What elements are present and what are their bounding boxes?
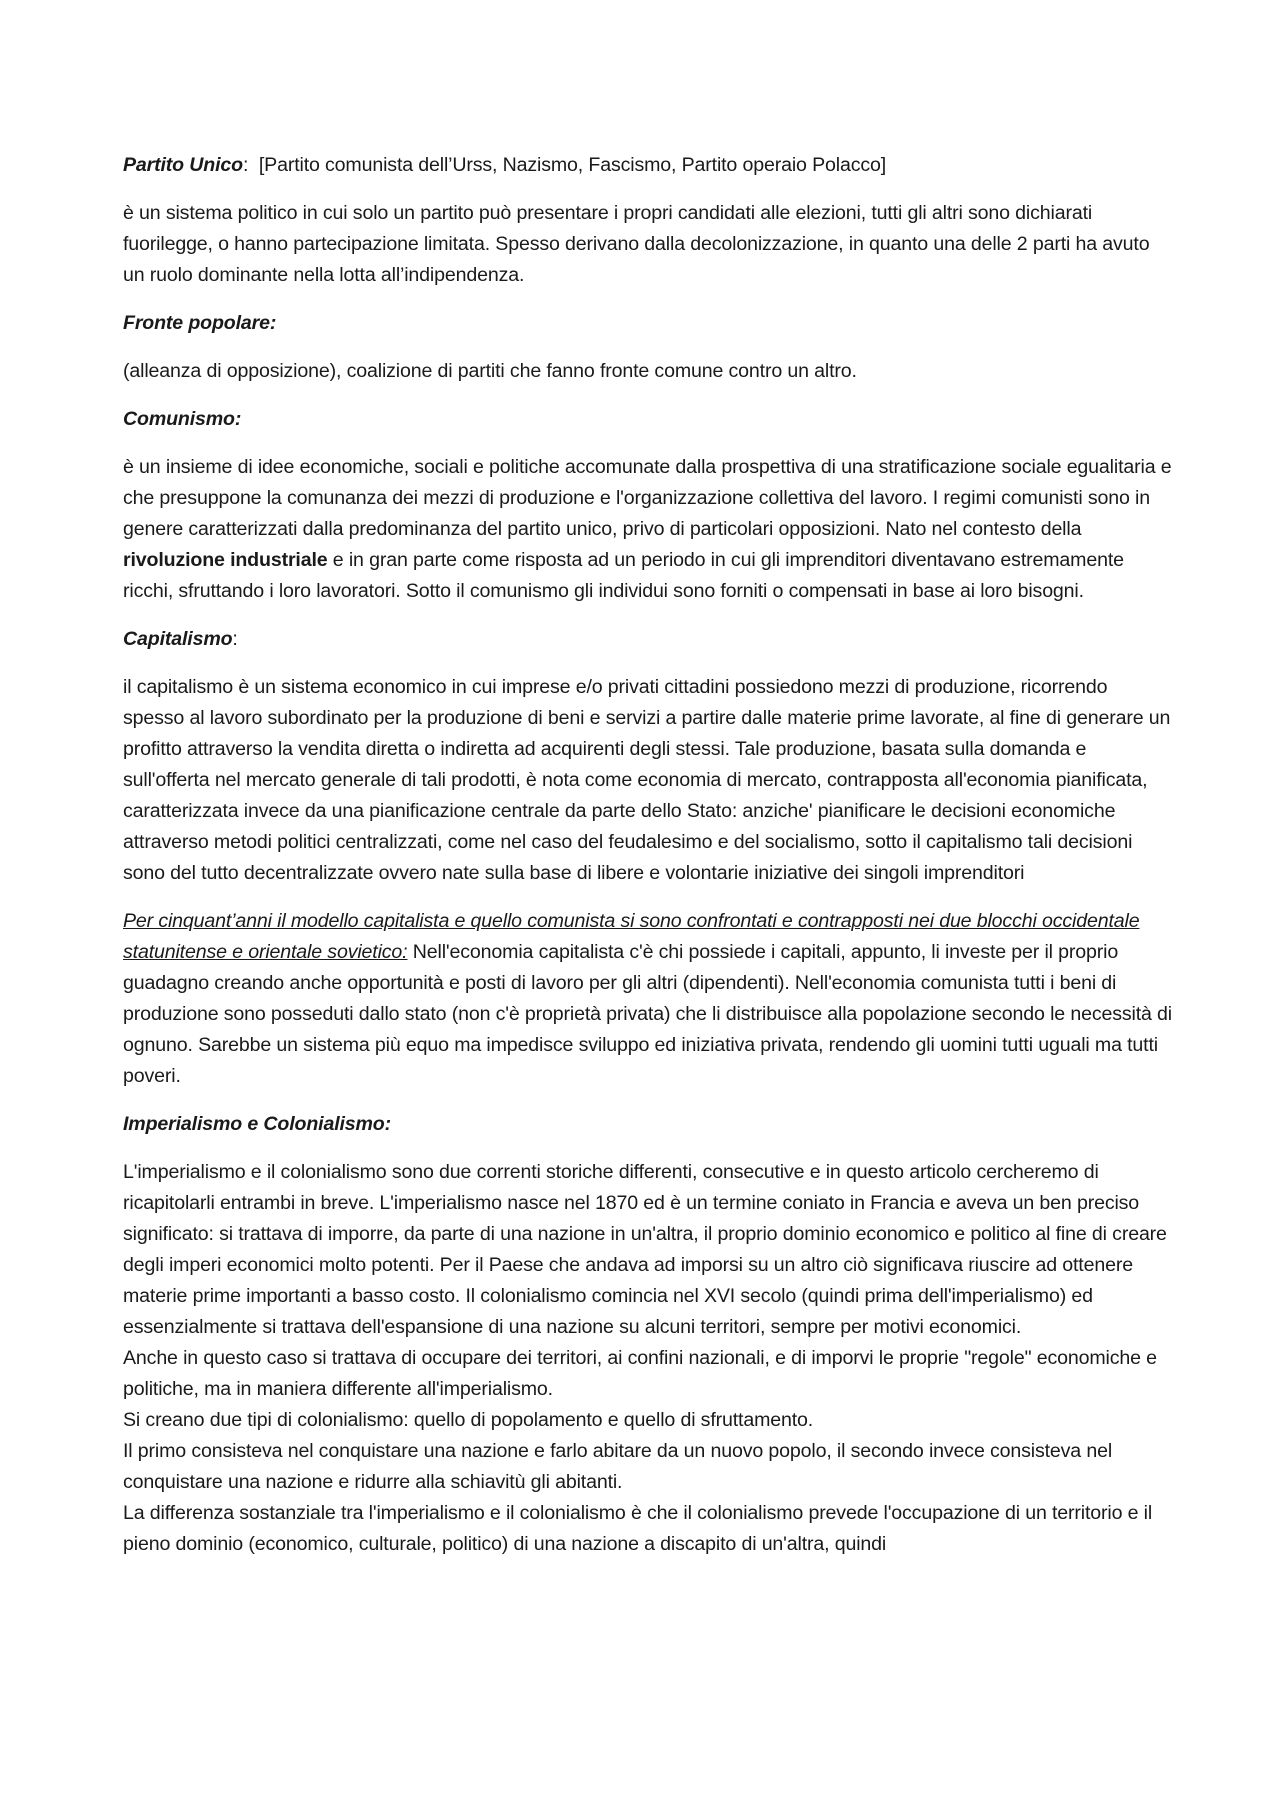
fronte-popolare-definition: (alleanza di opposizione), coalizione di partiti che fanno fronte comune contro un altro. [123, 360, 857, 382]
partito-unico-definition: è un sistema politico in cui solo un partito può presentare i propri candidati alle elezioni, tutti gli altri sono dichiarati fuorilegge, o hanno partecipazione limitata. Spesso derivano dalla decolonizzazione, in quanto una delle 2 parti ha avuto un ruolo dominante nella lotta all’indipendenza. [123, 202, 1150, 286]
capitalismo-definition: il capitalismo è un sistema economico in cui imprese e/o privati cittadini possiedono mezzi di produzione, ricorrendo spesso al lavoro subordinato per la produzione di beni e servizi a partire dalle materie prime lavorate, al fine di generare un profitto attraverso la vendita diretta o indiretta ad acquirenti degli stessi. Tale produzione, basata sulla domanda e sull'offerta nel mercato generale di tali prodotti, è nota come economia di mercato, contrapposta all'economia pianificata, caratterizzata invece da una pianificazione centrale da parte dello Stato: anziche' pianificare le decisioni economiche attraverso metodi politici centralizzati, come nel caso del feudalesimo e del socialismo, sotto il capitalismo tali decisioni sono del tutto decentralizzate ovvero nate sulla base di libere e volontarie iniziative dei singoli imprenditori [123, 676, 1171, 884]
capitalismo-heading-line [123, 624, 1173, 655]
imperialismo-paragraph-1: L'imperialismo e il colonialismo sono due correnti storiche differenti, consecutive e in questo articolo cercheremo di ricapitolarli entrambi in breve. L'imperialismo nasce nel 1870 ed è un termine coniato in Francia e aveva un ben preciso significato: si trattava di imporre, da parte di una nazione in un'altra, il proprio dominio economico e politico al fine di creare degli imperi economici molto potenti. Per il Paese che andava ad imporsi su un altro ciò significava riuscire ad ottenere materie prime importanti a basso costo. Il colonialismo comincia nel XVI secolo (quindi prima dell'imperialismo) ed essenzialmente si trattava dell'espansione di una nazione su alcuni territori, sempre per motivi economici. [123, 1161, 1167, 1338]
imperialismo-paragraph-3: Si creano due tipi di colonialismo: quello di popolamento e quello di sfruttamento. [123, 1409, 814, 1431]
comunismo-definition-bold: rivoluzione industriale [123, 549, 328, 571]
comunismo-definition-part1: è un insieme di idee economiche, sociali e politiche accomunate dalla prospettiva di una stratificazione sociale egualitaria e che presuppone la comunanza dei mezzi di produzione e l'organizzazione collettiva del lavoro. I regimi comunisti sono in genere caratterizzati dalla predominanza del partito unico, privo di particolari opposizioni. Nato nel contesto della [123, 456, 1172, 540]
confronto-body: Nell'economia capitalista c'è chi possiede i capitali, appunto, li investe per il proprio guadagno creando anche opportunità e posti di lavoro per gli altri (dipendenti). Nell'economia comunista tutti i beni di produzione sono posseduti dallo stato (non c'è proprietà privata) che li distribuisce alla popolazione secondo le necessità di ognuno. Sarebbe un sistema più equo ma impedisce sviluppo ed iniziativa privata, rendendo gli uomini tutti uguali ma tutti poveri. [123, 941, 1172, 1087]
capitalismo-colon: : [232, 628, 238, 650]
capitalismo-heading: Capitalismo [123, 628, 233, 650]
fronte-popolare-heading: Fronte popolare: [123, 312, 277, 334]
partito-unico-heading-line [123, 150, 1173, 181]
partito-unico-examples: [Partito comunista dell’Urss, Nazismo, Fascismo, Partito operaio Polacco] [248, 154, 887, 176]
partito-unico-colon: : [242, 154, 249, 176]
confronto-paragraph [123, 906, 1173, 1092]
imperialismo-heading: Imperialismo e Colonialismo: [123, 1113, 391, 1135]
document-page [123, 150, 1173, 1560]
imperialismo-paragraph-2: Anche in questo caso si trattava di occupare dei territori, ai confini nazionali, e di imporvi le proprie "regole" economiche e politiche, ma in maniera differente all'imperialismo. [123, 1347, 1157, 1400]
partito-unico-term: Partito Unico [123, 154, 243, 176]
imperialismo-paragraph-5: La differenza sostanziale tra l'imperialismo e il colonialismo è che il colonialismo prevede l'occupazione di un territorio e il pieno dominio (economico, culturale, politico) di una nazione a discapito di un'altra, quindi [123, 1502, 1153, 1555]
comunismo-definition [123, 452, 1173, 607]
confronto-intro: Per cinquant’anni il modello capitalista e quello comunista si sono confrontati e contrapposti nei due blocchi occidentale statunitense e orientale sovietico: [123, 910, 1140, 963]
comunismo-definition-part2: e in gran parte come risposta ad un periodo in cui gli imprenditori diventavano estremamente ricchi, sfruttando i loro lavoratori. Sotto il comunismo gli individui sono forniti o compensati in base ai loro bisogni. [123, 549, 1124, 602]
imperialismo-paragraph-4: Il primo consisteva nel conquistare una nazione e farlo abitare da un nuovo popolo, il secondo invece consisteva nel conquistare una nazione e ridurre alla schiavitù gli abitanti. [123, 1440, 1113, 1493]
comunismo-heading: Comunismo: [123, 408, 242, 430]
